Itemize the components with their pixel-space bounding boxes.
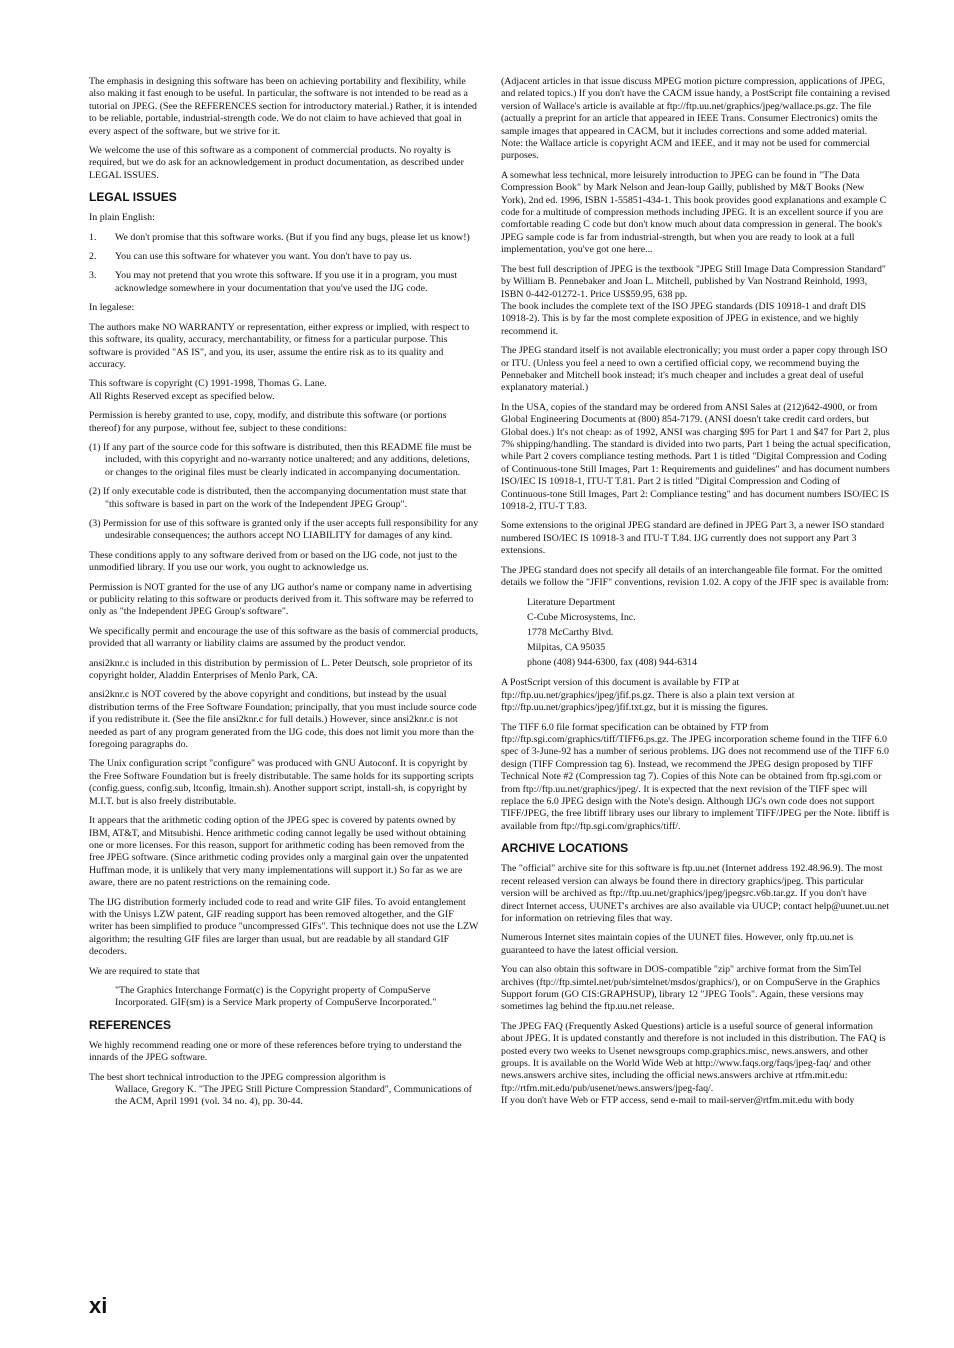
tiff-paragraph: The TIFF 6.0 file format specification can be obtained by FTP from ftp://ftp.sgi.com/graphics/tiff/TIFF6.ps.gz. The JPEG incorporation scheme found in the TIFF 6.0 spec of 3-June-92 has a number of serious problems. IJG does not recommend use of the TIFF 6.0 design (TIFF Compression tag 6). Instead, we recommend the JPEG design proposed by TIFF Technical Note #2 (Compression tag 7). Copies of this Note can be obtained from ftp.sgi.com or from ftp://ftp.uu.net/graphics/jpeg/. It is expected that the next revision of the TIFF spec will replace the 6.0 JPEG design with the Note's design. Although IJG's own code does not support TIFF/JPEG, the free libtiff library uses our library to implement TIFF/JPEG per the Note. libtiff is available from ftp://ftp.sgi.com/graphics/tiff/. [501,721,890,832]
references-intro: We highly recommend reading one or more of these references before trying to understand the innards of the JPEG software. [89,1039,462,1064]
warranty-paragraph: The authors make NO WARRANTY or representation, either express or implied, with respect to this software, its quality, accuracy, merchantability, or fitness for a particular purpose. This software is provided "AS IS", and you, its user, assume the entire risk as to its quality and accuracy. [89,321,470,370]
references-heading: REFERENCES [89,1017,172,1032]
plain-english-label: In plain English: [89,212,155,224]
commercial-permit-paragraph: We specifically permit and encourage the use of this software as the basis of commercial products, provided that all warranty or liability claims are assumed by the product vendor. [89,625,479,650]
arithmetic-coding-paragraph: It appears that the arithmetic coding option of the JPEG spec is covered by patents owned by IBM, AT&T, and Mitsubishi. Hence arithmetic coding cannot legally be used without obtaining one or more licenses. For this reason, support for arithmetic coding has been removed from the free JPEG software. (Since arithmetic coding provides only a marginal gain over the unpatented Huffman mode, it is unlikely that very many implementations will support it.) So far as we are aware, there are no patent restrictions on the remaining code. [89,815,469,889]
list-item-number: 3. [89,270,97,282]
faq-paragraph [501,1021,891,1108]
legal-issues-heading: LEGAL ISSUES [89,190,177,205]
mirror-sites-paragraph: Numerous Internet sites maintain copies of the UUNET files. However, only ftp.uu.net is guaranteed to have the latest official version. [501,932,854,956]
rights-line: All Rights Reserved except as specified below. [89,390,275,402]
copyright-paragraph [89,378,479,403]
wallace-intro: The best short technical introduction to the JPEG compression algorithm is [89,1071,386,1083]
list-item [89,232,479,244]
list-item-number: 2. [89,251,97,263]
official-archive-paragraph: The "official" archive site for this software is ftp.uu.net (Internet address 192.48.96.9). The most recent released version can always be found there in directory graphics/jpeg. This particular version will be archived as ftp://ftp.uu.net/graphics/jpeg/jpegsrc.v6b.tar.gz. If you don't have direct Internet access, UUNET's archives are also available via UUCP; contact help@uunet.uu.net for information on retrieving files that way. [501,863,890,924]
left-column [89,76,479,1116]
condition-item: (2) If only executable code is distributed, then the accompanying documentation must state that "this software is based in part on the work of the Independent JPEG Group". [89,486,467,510]
ansi2knr-terms-paragraph: ansi2knr.c is NOT covered by the above copyright and conditions, but instead by the usual distribution terms of the Free Software Foundation; principally, that you must include source code if you redistribute it. (See the file ansi2knr.c for full details.) However, since ansi2knr.c is not needed as part of any program generated from the IJG code, this does not limit you more than the foregoing paragraphs do. [89,689,477,751]
adjacent-articles-paragraph: (Adjacent articles in that issue discuss MPEG motion picture compression, applications of JPEG, and related topics.) If you don't have the CACM issue handy, a PostScript file containing a revised version of Wallace's article is available at ftp://ftp.uu.net/graphics/jpeg/wallace.ps.gz. The file (actually a preprint for an article that appeared in IEEE Trans. Consumer Electronics) omits the sample images that appeared in CACM, but it includes corrections and some added material. Note: the Wallace article is copyright ACM and IEEE, and it may not be used for commercial purposes. [501,76,890,162]
dos-archive-paragraph: You can also obtain this software in DOS-compatible "zip" archive format from the SimTel archives (ftp://ftp.simtel.net/pub/simtelnet/msdos/graphics/), or on CompuServe in the Graphics Support forum (GO CIS:GRAPHSUP), library 12 "JPEG Tools". Again, these versions may sometimes lag behind the ftp.uu.net release. [501,964,881,1013]
email-instructions: If you don't have Web or FTP access, send e-mail to mail-server@rtfm.mit.edu with body [501,1095,855,1107]
conditions-apply-paragraph: These conditions apply to any software derived from or based on the IJG code, not just to the unmodified library. If you use our work, you ought to acknowledge us. [89,549,458,574]
jfif-paragraph: The JPEG standard does not specify all details of an interchangeable file format. For the omitted details we follow the "JFIF" conventions, revision 1.02. A copy of the JFIF spec is available from: [501,564,889,589]
address-line: Literature Department [527,597,616,609]
ansi2knr-paragraph: ansi2knr.c is included in this distribution by permission of L. Peter Deutsch, sole proprietor of its copyright holder, Aladdin Enterprises of Menlo Park, CA. [89,657,473,682]
permission-paragraph: Permission is hereby granted to use, copy, modify, and distribute this software (or portions thereof) for any purpose, without fee, subject to these conditions: [89,410,447,434]
list-item-text: We don't promise that this software works. (But if you find any bugs, please let us know!) [115,231,470,243]
address-block [501,596,891,670]
address-line: Milpitas, CA 95035 [527,641,606,653]
address-line: 1778 McCarthy Blvd. [527,627,614,639]
usa-ordering-paragraph: In the USA, copies of the standard may be ordered from ANSI Sales at (212)642-4900, or from Global Engineering Documents at (800) 854-7179. (ANSI doesn't take credit card orders, but Global does.) It's not cheap: as of 1992, ANSI was charging $95 for Part 1 and $47 for Part 2, plus 7% shipping/handling. The standard is divided into two parts, Part 1 being the actual specification, while Part 2 covers compliance testing methods. Part 1 is titled "Digital Compression and Coding of Continuous-tone Still Images, Part 1: Requirements and guidelines" and has document numbers ISO/IEC IS 10918-1, ITU-T T.81. Part 2 is titled "Digital Compression and Coding of Continuous-tone Still Images, Part 2: Compliance testing" and has document numbers ISO/IEC IS 10918-2, ITU-T T.83. [501,401,891,512]
name-usage-paragraph: Permission is NOT granted for the use of any IJG author's name or company name in advertising or publicity relating to this software or products derived from it. This software may be referred to only as "the Independent JPEG Group's software". [89,581,474,618]
extensions-paragraph: Some extensions to the original JPEG standard are defined in JPEG Part 3, a newer ISO standard numbered ISO/IEC IS 10918-3 and ITU-T T.84. IJG currently does not support any Part 3 extensions. [501,520,885,557]
address-line: phone (408) 944-6300, fax (408) 944-6314 [527,656,698,668]
list-item [89,251,479,263]
address-line: C-Cube Microsystems, Inc. [527,612,636,624]
list-item-text: You may not pretend that you wrote this software. If you use it in a program, you must acknowledge somewhere in your documentation that you've used the IJG code. [115,270,458,294]
condition-item: (1) If any part of the source code for this software is distributed, then this README file must be included, with this copyright and no-warranty notice unaltered; and any additions, deletions, or changes to the original files must be clearly indicated in accompanying documentation. [89,441,472,478]
legalese-label: In legalese: [89,302,135,314]
pennebaker-citation: The best full description of JPEG is the textbook "JPEG Still Image Data Compression Standard" by William B. Pennebaker and Joan L. Mitchell, published by Van Nostrand Reinhold, 1993, ISBN 0-442-01272-1. Price US$59.95, 638 pp. [501,263,886,300]
postscript-paragraph: A PostScript version of this document is available by FTP at ftp://ftp.uu.net/graphics/jpeg/jfif.ps.gz. There is also a plain text version at ftp://ftp.uu.net/graphics/jpeg/jfif.txt.gz, but it is missing the figures. [501,677,795,714]
pennebaker-book-paragraph [501,264,891,338]
copyright-line: This software is copyright (C) 1991-1998, Thomas G. Lane. [89,378,327,390]
gif-paragraph: The IJG distribution formerly included code to read and write GIF files. To avoid entanglement with the Unisys LZW patent, GIF reading support has been removed altogether, and the GIF writer has been simplified to produce "uncompressed GIFs". This technique does not use the LZW algorithm; the resulting GIF files are larger than usual, but are readable by all standard GIF decoders. [89,896,479,958]
configure-paragraph: The Unix configuration script "configure" was produced with GNU Autoconf. It is copyright by the Free Software Foundation but is freely distributable. The same holds for its supporting scripts (config.guess, config.sub, ltconfig, ltmain.sh). Another support script, install-sh, is copyright by M.I.T. but is also freely distributable. [89,758,474,807]
archive-locations-heading: ARCHIVE LOCATIONS [501,841,629,856]
intro-paragraph: The emphasis in designing this software has been on achieving portability and flexibility, while also making it fast enough to be useful. In particular, the software is not intended to be read as a tutorial on JPEG. (See the REFERENCES section for introductory material.) Rather, it is intended to be reliable, portable, industrial-strength code. We do not claim to have achieved that goal in every aspect of the software, but we strive for it. [89,76,477,137]
list-item-text: You can use this software for whatever you want. You don't have to pay us. [115,251,412,263]
list-item [89,270,479,295]
page-number: xi [89,1293,108,1318]
commercial-use-paragraph: We welcome the use of this software as a component of commercial products. No royalty is required, but we do ask for an acknowledgement in product documentation, as described under LEGAL ISSUES. [89,145,464,181]
required-statement: We are required to state that [89,965,200,977]
faq-text: The JPEG FAQ (Frequently Asked Questions) article is a useful source of general information about JPEG. It is updated constantly and therefore is not included in this distribution. The FAQ is posted every two weeks to Usenet newsgroups comp.graphics.misc, news.answers, and other groups. It is available on the World Wide Web at http://www.faqs.org/faqs/jpeg-faq/ and other news.answers archive sites, including the official news.answers archive at rtfm.mit.edu: ftp://rtfm.mit.edu/pub/usenet/news.answers/jpeg-faq/. [501,1020,886,1094]
data-compression-book-paragraph: A somewhat less technical, more leisurely introduction to JPEG can be found in "The Data Compression Book" by Mark Nelson and Jean-loup Gailly, published by M&T Books (New York), 2nd ed. 1996, ISBN 1-55851-434-1. This book provides good explanations and example C code for a multitude of compression methods including JPEG. It is an excellent source if you are comfortable reading C code but don't know much about data compression in general. The book's JPEG sample code is far from industrial-strength, but when you are ready to look at a full implementation, you've got one here... [501,169,887,256]
right-column [501,76,891,1115]
gif-trademark-quote: "The Graphics Interchange Format(c) is the Copyright property of CompuServe Incorporated. GIF(sm) is a Service Mark property of CompuServe Incorporated." [115,984,437,1009]
wallace-reference: Wallace, Gregory K. "The JPEG Still Picture Compression Standard", Communications of the ACM, April 1991 (vol. 34 no. 4), pp. 30-44. [115,1084,472,1108]
list-item-number: 1. [89,231,97,243]
condition-item: (3) Permission for use of this software is granted only if the user accepts full responsibility for any undesirable consequences; the authors accept NO LIABILITY for damages of any kind. [89,517,479,542]
pennebaker-contents: The book includes the complete text of the ISO JPEG standards (DIS 10918-1 and draft DIS 10918-2). This is by far the most complete exposition of JPEG in existence, and we highly recommend it. [501,300,867,337]
standard-availability-paragraph: The JPEG standard itself is not available electronically; you must order a paper copy through ISO or ITU. (Unless you feel a need to own a certified official copy, we recommend buying the Pennebaker and Mitchell book instead; it's much cheaper and includes a great deal of useful explanatory material.) [501,345,888,394]
